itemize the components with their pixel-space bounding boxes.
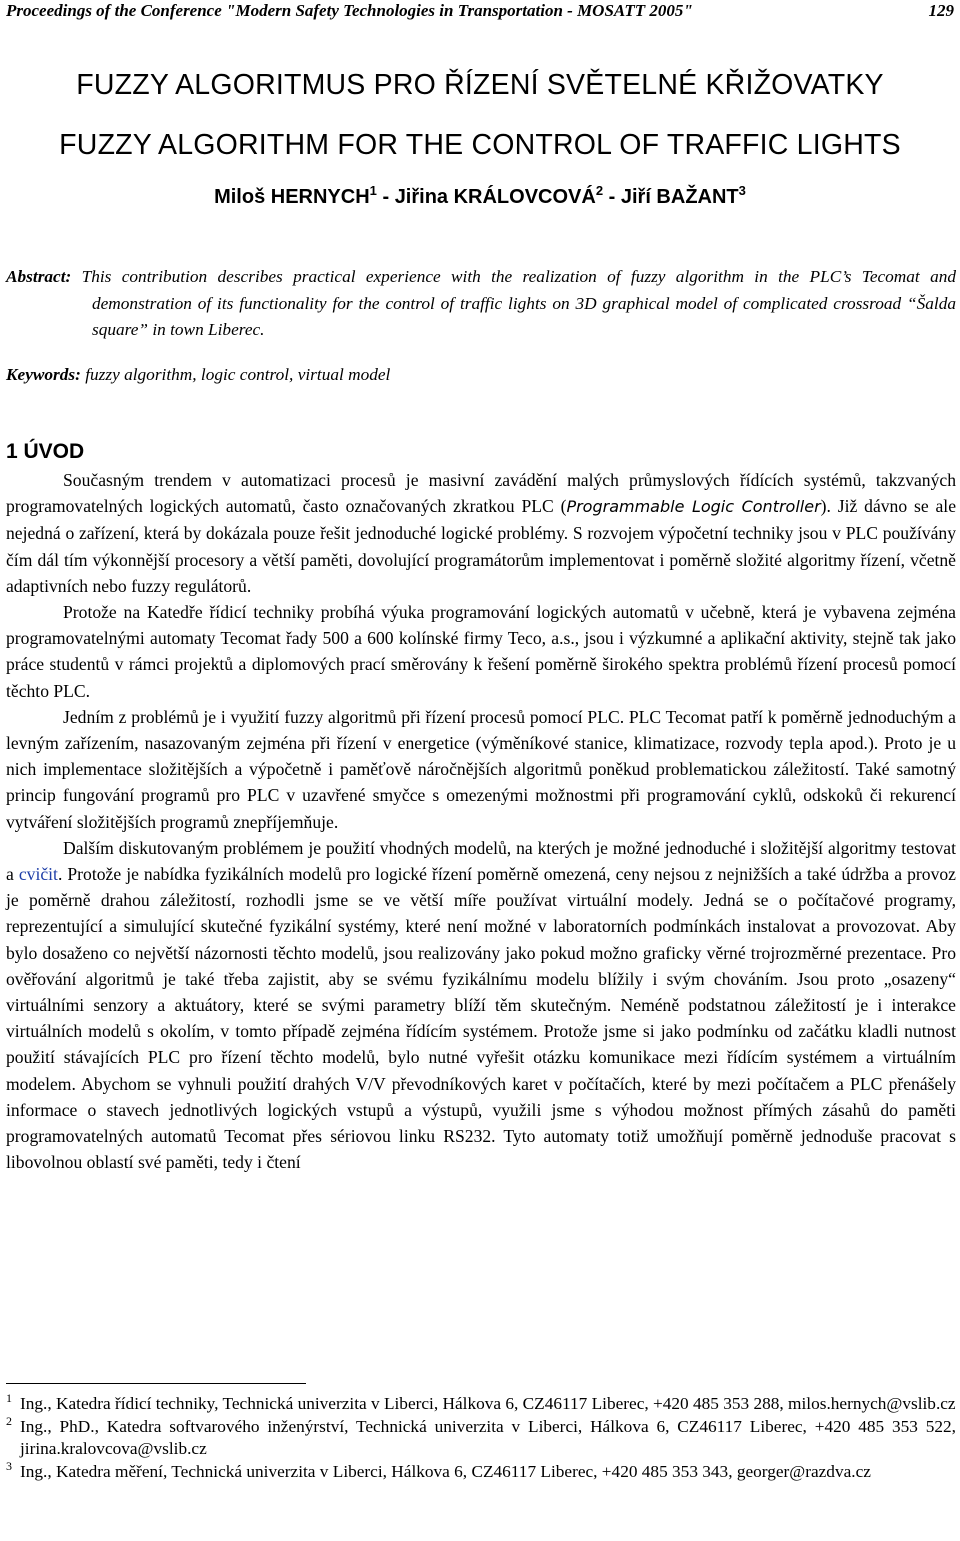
author-1-footnote-mark: 1 xyxy=(369,183,377,198)
footnote-divider xyxy=(6,1383,306,1384)
paragraph-text: Současným trendem v automatizaci procesů je masivní zavádění malých průmyslových řídících systémů, takzvaných programovatelných logických automatů, často označovaných zkratkou PLC ( xyxy=(6,470,956,517)
paragraph xyxy=(6,835,956,1176)
section-heading-uvod: 1 ÚVOD xyxy=(6,440,85,463)
keywords-label: Keywords: xyxy=(6,365,81,384)
author-3-footnote-mark: 3 xyxy=(738,183,746,198)
abstract-paragraph xyxy=(6,264,956,344)
footnote-text: Ing., PhD., Katedra softvarového inženýrství, Technická univerzita v Liberci, Hálkova 6, CZ46117 Liberec, +420 485 353 522, jirina.kralovcova@vslib.cz xyxy=(20,1416,956,1459)
paragraph: Protože na Katedře řídicí techniky probíhá výuka programování logických automatů v učebně, která je vybavena zejména programovatelnými automaty Tecomat řady 500 a 600 kolínské firmy Teco, a.s., jsou i výzkumné a aplikační aktivity, stejně tak jako práce studentů v rámci projektů a diplomových prací směrovány k řešení poměrně širokého spektra problémů řízení procesů pomocí těchto PLC. xyxy=(6,602,956,701)
footnote-2 xyxy=(6,1413,956,1461)
abstract-label: Abstract: xyxy=(6,267,72,286)
author-2-footnote-mark: 2 xyxy=(595,183,604,198)
paragraph-text: ). Již dávno se ale nejedná o zařízení, která by dokázala pouze řešit jednoduché logické problémy. S rozvojem výpočetní techniky jsou v PLC používány čím dál tím výkonnější procesory a větší paměti, dovolující programátorům implementovat i poměrně složité algoritmy řízení, včetně adaptivních nebo fuzzy regulátorů. xyxy=(6,496,957,596)
footnote-number: 2 xyxy=(6,1413,12,1428)
paragraph: Jedním z problémů je i využití fuzzy algoritmů při řízení procesů pomocí PLC. PLC Tecomat patří k poměrně jednoduchým a levným zařízením, nasazovaným zejména při řízení v energetice (výměníkové stanice, klimatizace, rozvody tepla apod.). Proto je u nich implementace složitějších a výpočetně i paměťově náročnějších algoritmů poněkud problematickou záležitostí. Také samotný princip fungování programů pro PLC v uzavřené smyčce s omezenými možnostmi při programování cyklů, odskoků či rekurencí vytváření složitějších programů znepříjemňuje. xyxy=(6,706,956,832)
highlighted-word-link[interactable]: cvičit xyxy=(18,864,58,885)
keywords-text: fuzzy algorithm, logic control, virtual model xyxy=(80,365,391,384)
footnote-text: Ing., Katedra řídicí techniky, Technická univerzita v Liberci, Hálkova 6, CZ46117 Liberec, +420 485 353 288, milos.hernych@vslib.cz xyxy=(20,1394,956,1413)
author-2-name: Jiřina KRÁLOVCOVÁ xyxy=(394,186,596,208)
author-separator: - xyxy=(603,186,621,208)
plc-definition-italic: Programmable Logic Controller xyxy=(566,497,821,517)
footnote-1 xyxy=(6,1393,956,1416)
footnote-number: 1 xyxy=(6,1391,12,1405)
page-number: 129 xyxy=(928,1,954,20)
abstract xyxy=(6,264,956,344)
footnote-text: Ing., Katedra měření, Technická univerzita v Liberci, Hálkova 6, CZ46117 Liberec, +420 485 353 343, georger@razdva.cz xyxy=(20,1461,871,1481)
paragraph-text: Dalším diskutovaným problémem je použití vhodných modelů, na kterých je možné jednoduché i složitější algoritmy testovat a xyxy=(6,837,956,885)
author-separator: - xyxy=(376,186,395,208)
footnote-number: 3 xyxy=(6,1458,12,1473)
title-english: FUZZY ALGORITHM FOR THE CONTROL OF TRAFFIC LIGHTS xyxy=(59,129,901,161)
running-head xyxy=(6,0,954,22)
footnotes xyxy=(6,1393,956,1483)
running-head-title: Proceedings of the Conference "Modern Safety Technologies in Transportation - MOSATT 2005" xyxy=(6,1,693,20)
paragraph xyxy=(6,467,956,599)
author-line xyxy=(0,183,960,211)
title-czech: FUZZY ALGORITMUS PRO ŘÍZENÍ SVĚTELNÉ KŘIŽOVATKY xyxy=(76,69,884,101)
body-text xyxy=(6,467,956,1175)
paragraph-text: . Protože je nabídka fyzikálních modelů pro logické řízení poměrně omezená, ceny nejsou z nejnižších a také údržba a provoz je poměrně drahou záležitostí, rozhodli jsme se ve větší míře používat virtuální modely. Jedná se o počítačové programy, reprezentující a simulující skutečné fyzikální systémy, které není možné v laboratorních podmínkách instalovat a provozovat. Aby bylo dosaženo co největší názornosti těchto modelů, jsou realizovány jako pokud možno graficky věrné trojrozměrné prezentace. Pro ověřování algoritmů je také třeba zajistit, aby se svému fyzikálnímu modelu blížily i svým chováním. Jsou proto „osazeny“ virtuálními senzory a aktuátory, které se svými parametry blíží těm skutečným. Neméně podstatnou záležitostí je i interakce virtuálních modelů s okolím, v tomto případě zejména řídícím systémem. Protože jsme si jako podmínku od začátku kladli nutnost použití stávajících PLC pro řízení těchto modelů, bylo nutné vyřešit otázku komunikace mezi řídícím systémem a virtuálním modelem. Abychom se vyhnuli použití drahých V/V převodníkových karet v počítačích, které by mezi počítačem a PLC přenášely informace o stavech jednotlivých logických vstupů a výstupů, využili jsme s výhodou možnost přímých zásahů do paměti programovatelných automatů Tecomat přes sériovou linku RS232. Tyto automaty totiž umožňují poměrně jednoduše pracovat s libovolnou oblastí své paměti, tedy i čtení xyxy=(6,864,956,1173)
abstract-text: This contribution describes practical experience with the realization of fuzzy algorithm in the PLC’s Tecomat and demonstration of its functionality for the control of traffic lights on 3D graphical model of complicated crossroad “Šalda square” in town Liberec. xyxy=(71,267,956,339)
author-3-name: Jiří BAŽANT xyxy=(620,186,739,208)
footnote-3 xyxy=(6,1458,956,1484)
keywords xyxy=(6,362,956,388)
author-1-name: Miloš HERNYCH xyxy=(214,186,370,208)
